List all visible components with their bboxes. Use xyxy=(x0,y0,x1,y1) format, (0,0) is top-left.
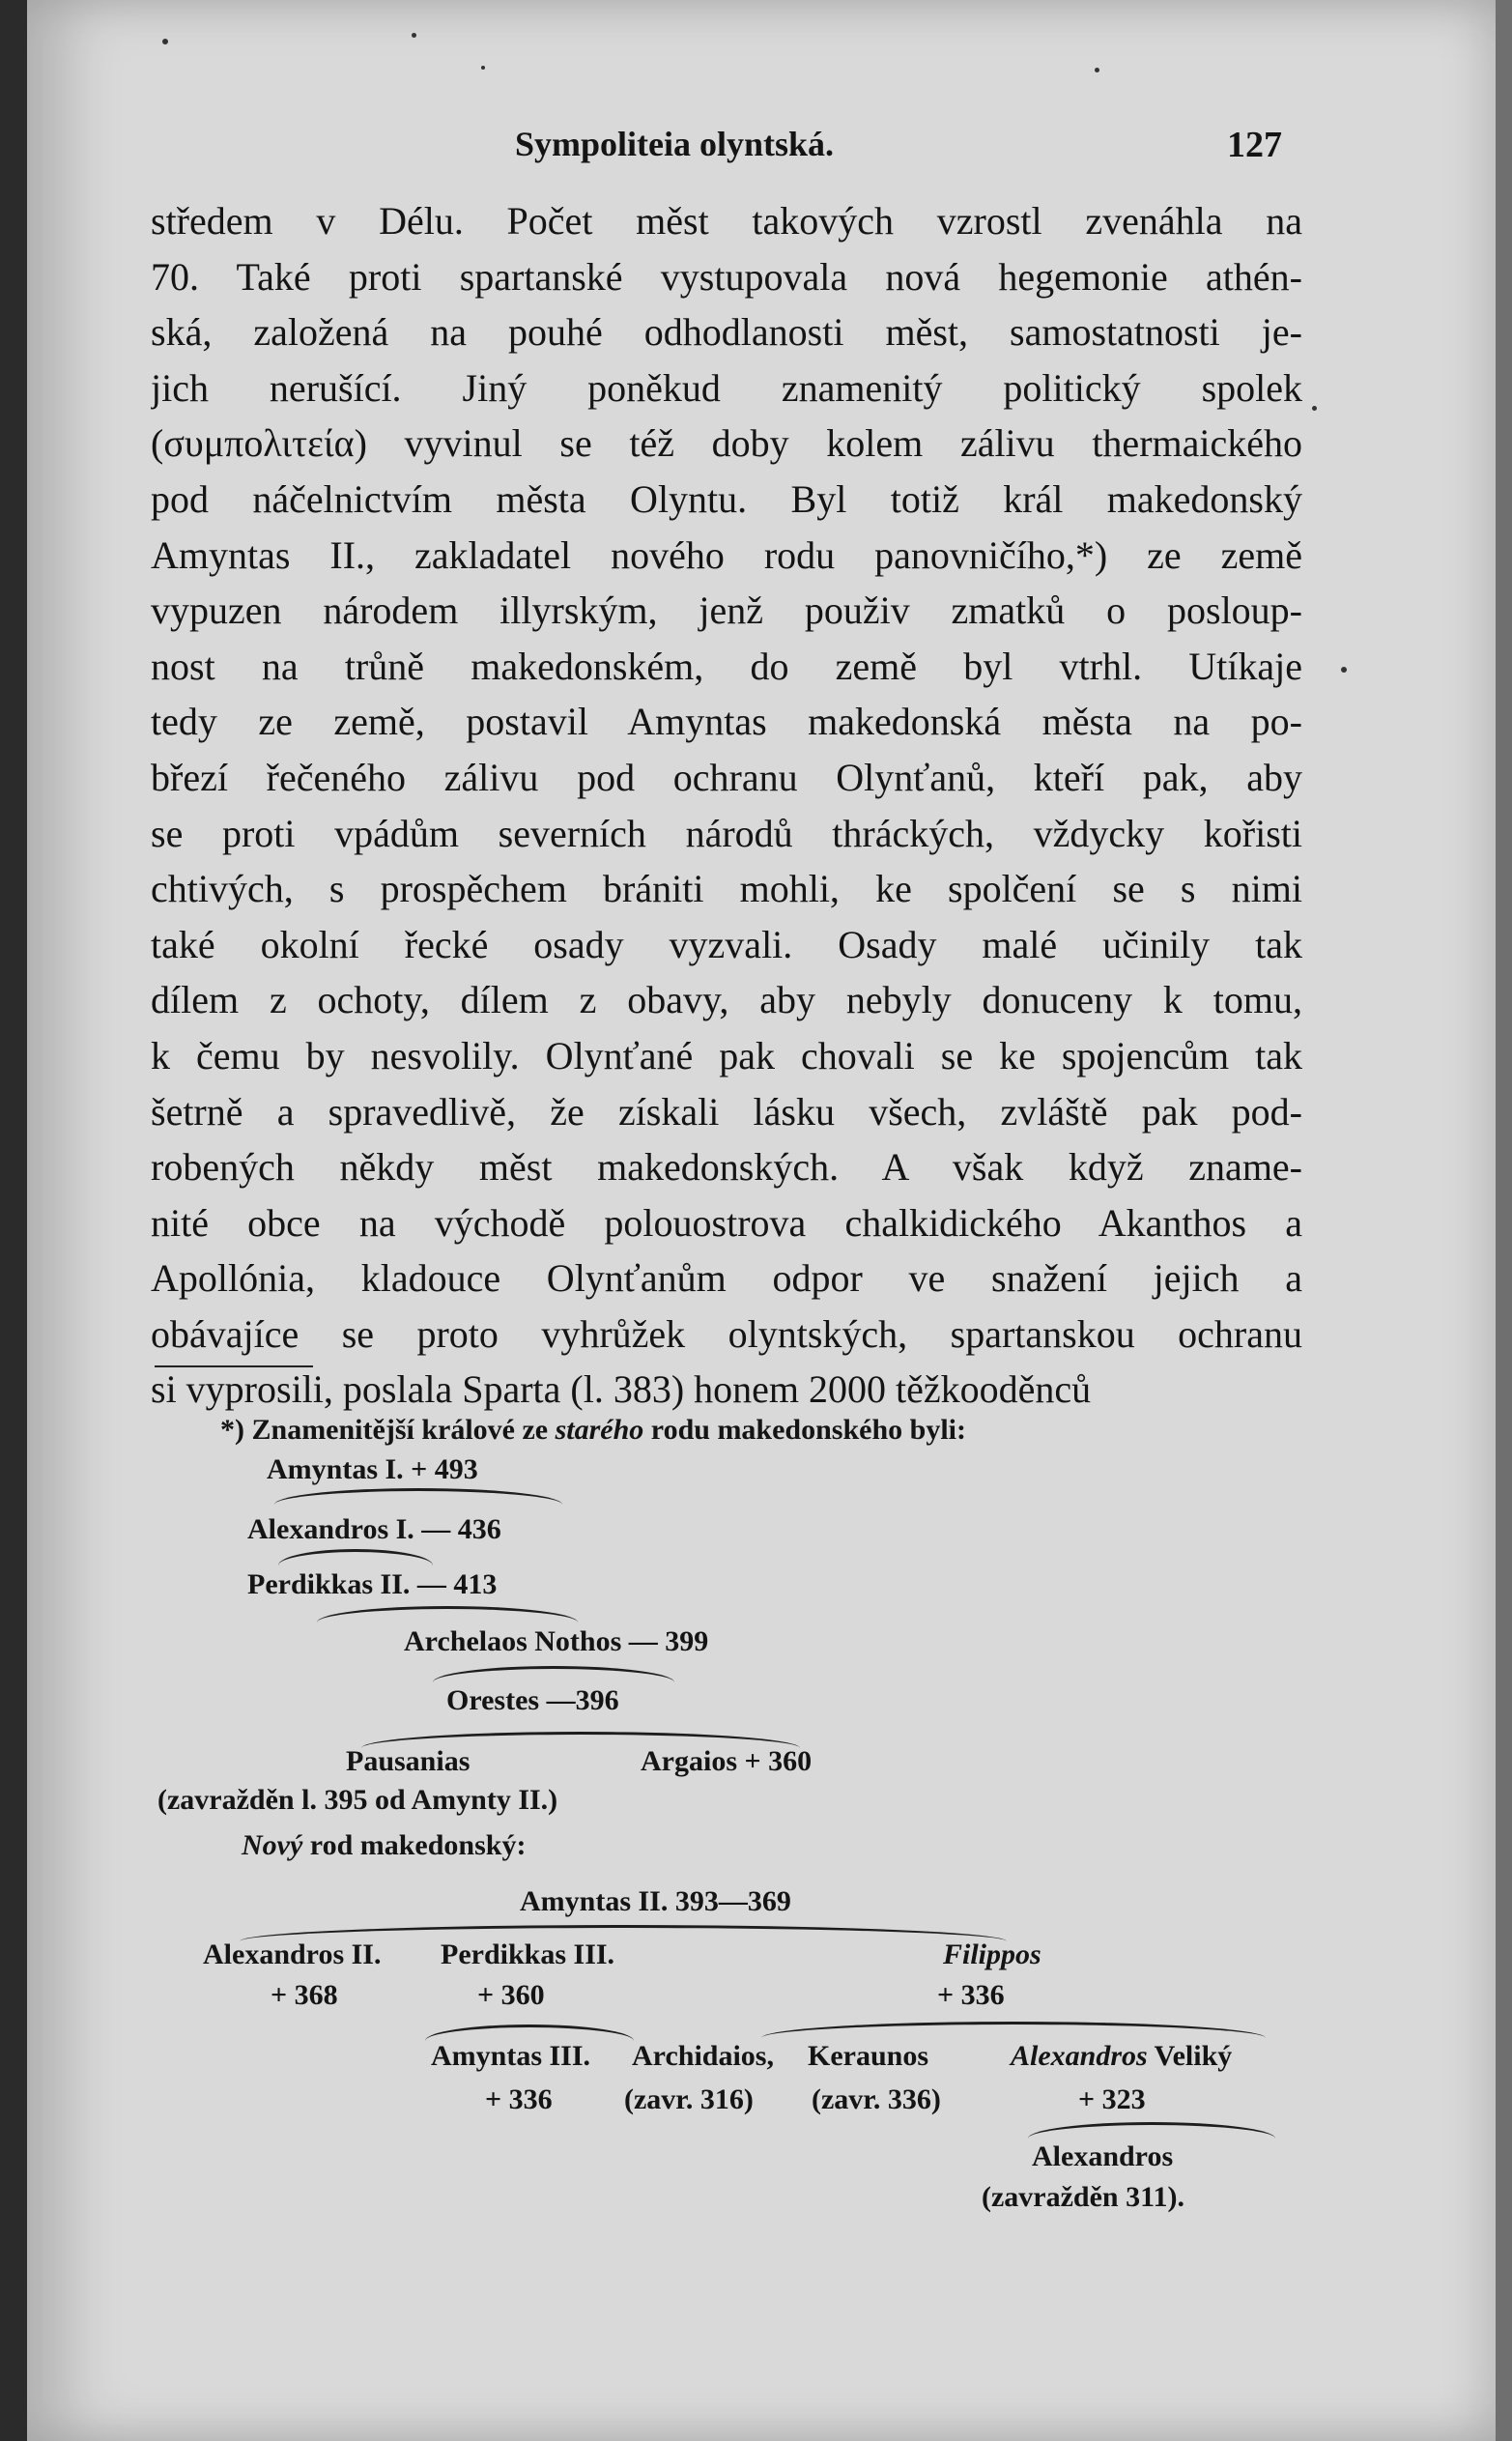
alexandros-ii-death: + 368 xyxy=(271,1979,338,2011)
footnote-intro-b: rodu makedonského byli: xyxy=(650,1414,967,1446)
archelaos-nothos: Archelaos Nothos — 399 xyxy=(404,1625,709,1657)
genealogy-brace xyxy=(433,1666,674,1682)
genealogy-brace xyxy=(761,2022,1266,2038)
filippos-name: Filippos xyxy=(943,1938,1041,1970)
text-line: k čemu by nesvolily. Olynťané pak chovali se ke spojencům tak xyxy=(151,1033,1302,1077)
scan-speck xyxy=(162,39,168,44)
filippos-death: + 336 xyxy=(937,1979,1005,2011)
footnote-genealogy xyxy=(27,0,1496,2441)
amyntas-iii-death: + 336 xyxy=(485,2083,553,2115)
book-binding-edge xyxy=(0,0,27,2441)
text-line: si vyprosili, poslala Sparta (l. 383) honem 2000 těžkooděnců xyxy=(151,1367,1092,1412)
amyntas-ii: Amyntas II. 393—369 xyxy=(520,1885,791,1917)
archidaios: Archidaios, xyxy=(632,2040,774,2072)
keraunos-note: (zavr. 336) xyxy=(812,2083,941,2115)
footnote-intro-a: Znamenitější králové ze xyxy=(251,1414,549,1446)
text-line: se proti vpádům severních národů thráckých, vždycky kořisti xyxy=(151,811,1302,855)
new-dynasty-heading xyxy=(242,1828,526,1863)
amyntas-iii: Amyntas III. xyxy=(431,2040,591,2072)
text-line: dílem z ochoty, dílem z obavy, aby nebyly donuceny k tomu, xyxy=(151,978,1302,1022)
genealogy-brace xyxy=(1028,2122,1275,2139)
genealogy-brace xyxy=(278,1549,433,1565)
perdikkas-ii: Perdikkas II. — 413 xyxy=(247,1568,498,1600)
text-line: 70. Také proti spartanské vystupovala nová hegemonie athén- xyxy=(151,254,1302,299)
text-line: robených někdy měst makedonských. A však když zname- xyxy=(151,1145,1302,1190)
text-line: chtivých, s prospěchem brániti mohli, ke spolčení se s nimi xyxy=(151,867,1302,911)
text-line: pod náčelnictvím města Olyntu. Byl totiž král makedonský xyxy=(151,476,1302,521)
scan-speck xyxy=(412,33,416,38)
text-line: březí řečeného zálivu pod ochranu Olynťanů, kteří pak, aby xyxy=(151,755,1302,799)
text-line: šetrně a spravedlivě, že získali lásku všech, zvláště pak pod- xyxy=(151,1089,1302,1134)
text-line: tedy ze země, postavil Amyntas makedonská města na po- xyxy=(151,700,1302,744)
perdikkas-iii-death: + 360 xyxy=(477,1979,545,2011)
alexandros-veliky-rest: Veliký xyxy=(1154,2040,1233,2072)
text-line: vypuzen národem illyrským, jenž použiv zmatků o posloup- xyxy=(151,589,1302,633)
text-line: (συμπολιτεία) vyvinul se též doby kolem zálivu thermaického xyxy=(151,421,1302,466)
alexandros-veliky-death: + 323 xyxy=(1078,2083,1146,2115)
text-line: nité obce na východě polouostrova chalkidického Akanthos a xyxy=(151,1200,1302,1245)
genealogy-brace xyxy=(274,1488,562,1505)
footnote-intro-italic: starého xyxy=(555,1414,644,1446)
alexandros-veliky-italic: Alexandros xyxy=(1011,2040,1148,2072)
perdikkas-iii: Perdikkas III. xyxy=(441,1938,615,1970)
amyntas-i: Amyntas I. + 493 xyxy=(267,1453,478,1485)
scan-speck xyxy=(1312,406,1317,411)
text-line: ská, založená na pouhé odhodlanosti měst, samostatnosti je- xyxy=(151,310,1302,355)
pausanias: Pausanias xyxy=(346,1745,471,1777)
page-number: 127 xyxy=(1227,125,1282,165)
alexandros-iv: Alexandros xyxy=(1032,2140,1174,2172)
argaios: Argaios + 360 xyxy=(641,1745,813,1777)
text-line: Apollónia, kladouce Olynťanům odpor ve snažení jejich a xyxy=(151,1256,1302,1301)
book-page xyxy=(27,0,1496,2441)
alexandros-iv-note: (zavražděn 311). xyxy=(982,2181,1184,2213)
alexandros-i: Alexandros I. — 436 xyxy=(247,1513,501,1545)
running-title: Sympoliteia olyntská. xyxy=(515,125,835,163)
new-dynasty-rest: rod makedonský: xyxy=(309,1829,527,1861)
scan-speck xyxy=(481,66,485,70)
genealogy-brace xyxy=(317,1606,578,1623)
footnote-intro xyxy=(220,1413,966,1448)
scan-speck xyxy=(1341,667,1347,673)
alexandros-ii: Alexandros II. xyxy=(203,1938,382,1970)
footnote-mark: *) xyxy=(220,1414,244,1446)
filippos xyxy=(943,1938,1041,1972)
text-line: středem v Délu. Počet měst takových vzrostl zvenáhla na xyxy=(151,199,1302,243)
text-line: také okolní řecké osady vyzvali. Osady malé učinily tak xyxy=(151,922,1302,966)
keraunos: Keraunos xyxy=(808,2040,929,2072)
alexandros-veliky xyxy=(1011,2039,1232,2074)
pausanias-note: (zavražděn l. 395 od Amynty II.) xyxy=(157,1784,558,1816)
orestes: Orestes —396 xyxy=(446,1684,619,1716)
scan-speck xyxy=(1095,68,1099,72)
text-line: nost na trůně makedonském, do země byl vtrhl. Utíkaje xyxy=(151,644,1302,688)
new-dynasty-italic: Nový xyxy=(242,1829,303,1861)
text-line: jich nerušící. Jiný poněkud znamenitý politický spolek xyxy=(151,365,1302,410)
archidaios-note: (zavr. 316) xyxy=(624,2083,754,2115)
text-line: Amyntas II., zakladatel nového rodu panovničího,*) ze země xyxy=(151,532,1302,577)
text-line: obávajíce se proto vyhrůžek olyntských, spartanskou ochranu xyxy=(151,1311,1302,1356)
